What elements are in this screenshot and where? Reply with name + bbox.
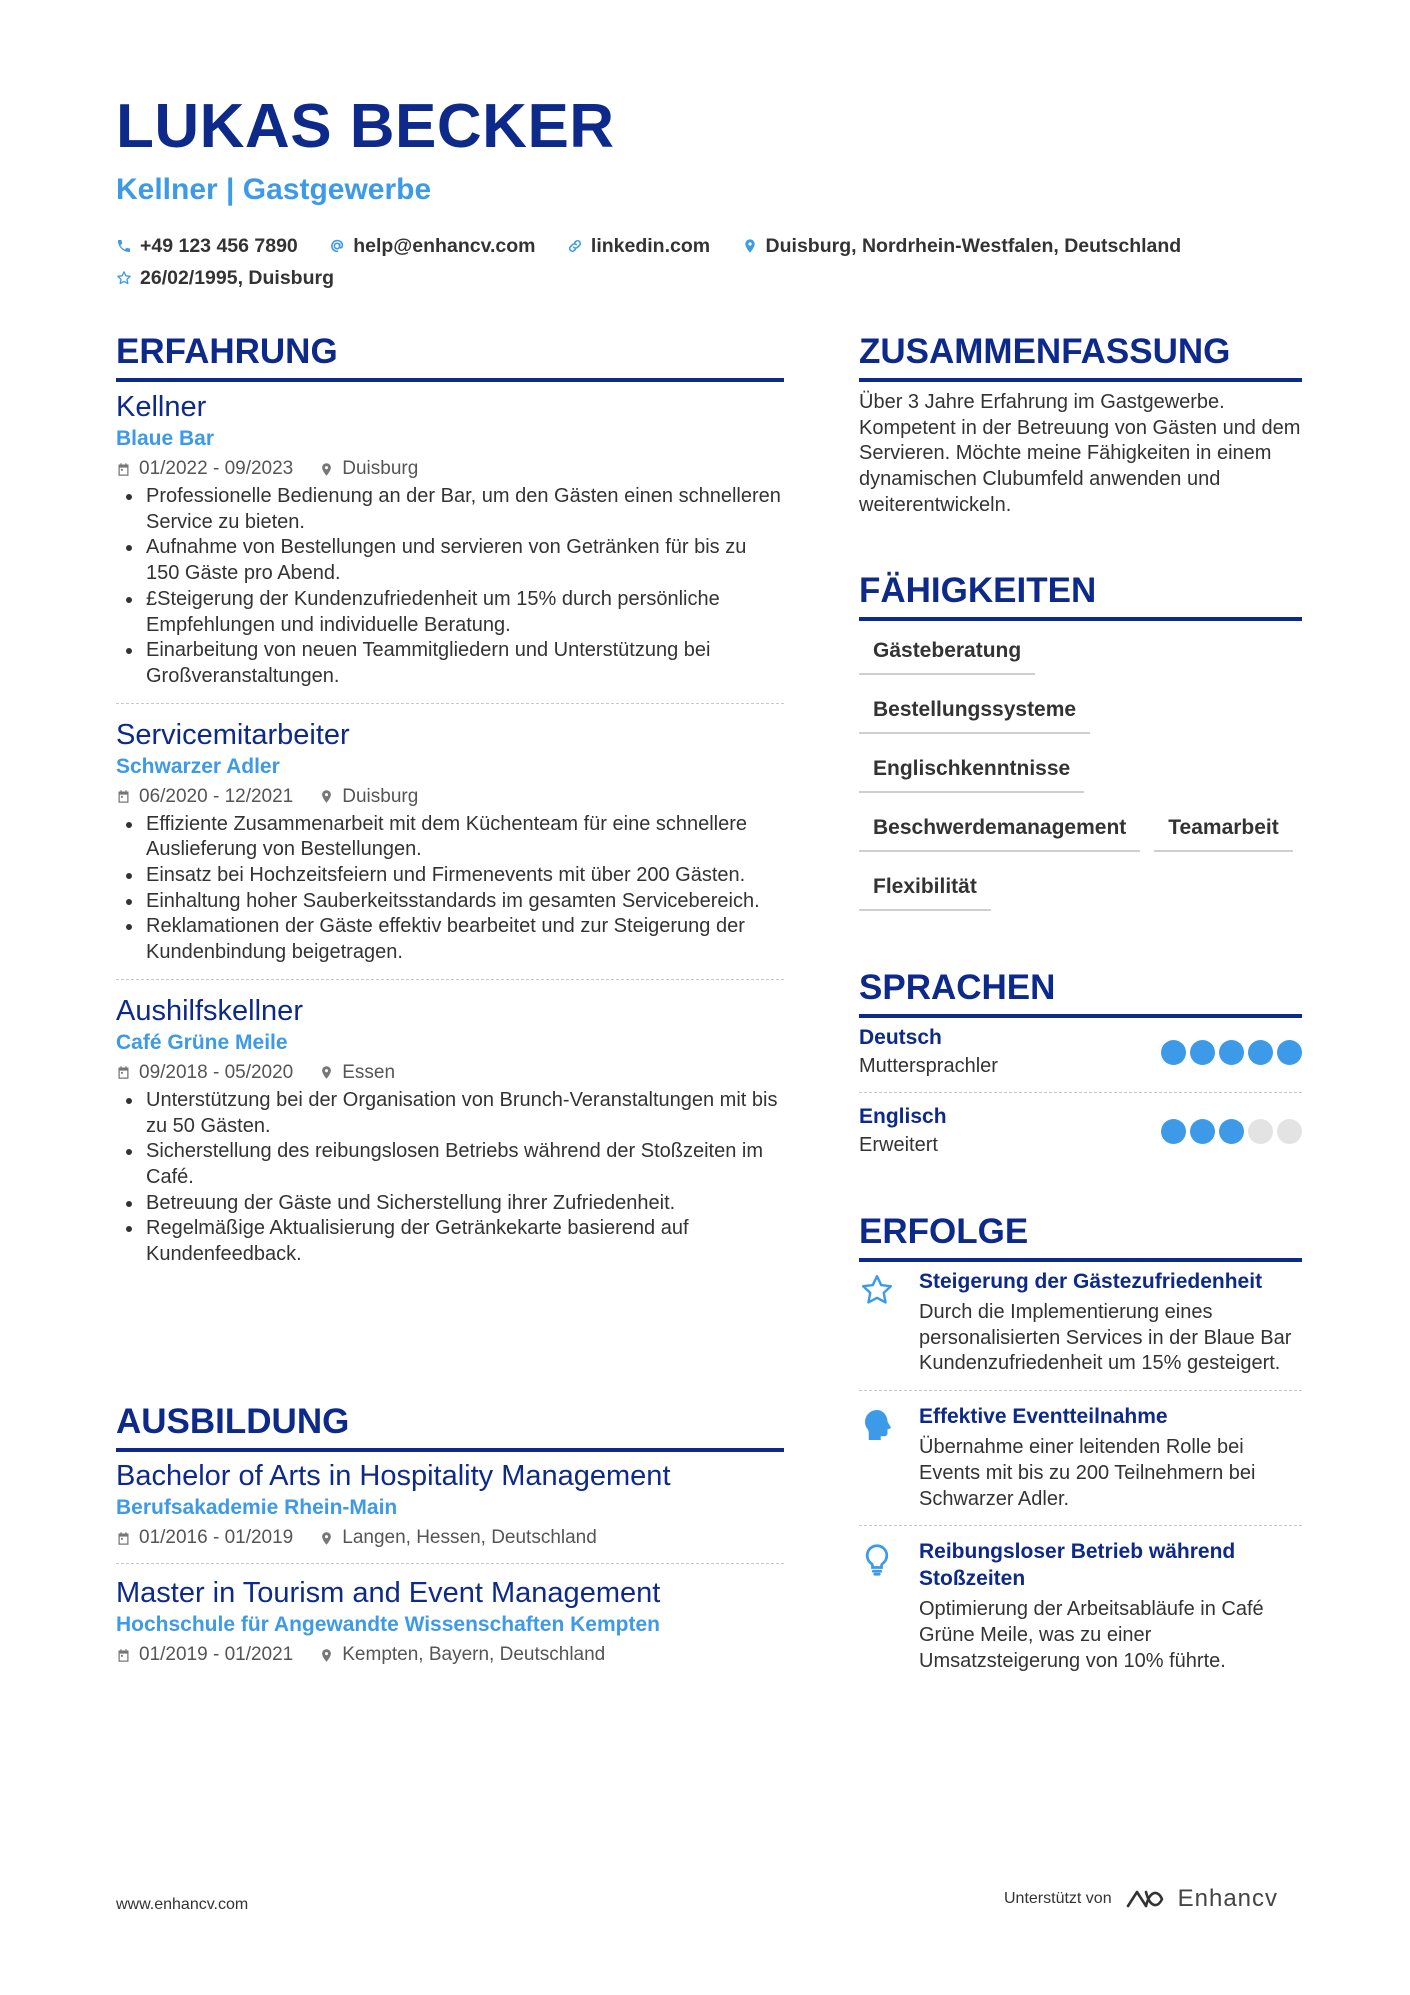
job-location: Duisburg bbox=[342, 458, 419, 479]
candidate-subtitle: Kellner | Gastgewerbe bbox=[116, 173, 432, 206]
calendar-icon bbox=[116, 789, 131, 804]
job-dates: 09/2018 - 05/2020 bbox=[139, 1061, 294, 1083]
education-location: Kempten, Bayern, Deutschland bbox=[342, 1644, 606, 1665]
rating-dot-filled bbox=[1190, 1040, 1215, 1065]
contact-linkedin[interactable] bbox=[567, 231, 710, 261]
divider bbox=[859, 1525, 1302, 1526]
location-pin-icon bbox=[319, 1531, 334, 1546]
star-icon bbox=[116, 270, 132, 286]
degree-title: Bachelor of Arts in Hospitality Management bbox=[116, 1460, 671, 1492]
job-bullet: • Einsatz bei Hochzeitsfeiern und Firmenevents mit über 200 Gästen. bbox=[144, 863, 784, 889]
language-level: Muttersprachler bbox=[859, 1055, 998, 1077]
degree-title: Master in Tourism and Event Management bbox=[116, 1577, 661, 1609]
linkedin-link[interactable]: linkedin.com bbox=[590, 235, 711, 257]
language-item bbox=[859, 1024, 1302, 1080]
job-title: Kellner bbox=[116, 391, 207, 423]
job-bullet: • Einarbeitung von neuen Teammitgliedern und Unterstützung bei Großveranstaltungen. bbox=[144, 638, 784, 689]
achievement-desc: Durch die Implementierung eines personalisierten Services in der Blaue Bar Kundenzufriedenheit um 15% gesteigert. bbox=[919, 1301, 1292, 1375]
calendar-icon bbox=[116, 1648, 131, 1663]
job-bullet: • Effiziente Zusammenarbeit mit dem Küchenteam für eine schnellere Auslieferung von Bestellungen. bbox=[144, 812, 784, 863]
job-bullets bbox=[116, 812, 784, 966]
school-name: Hochschule für Angewandte Wissenschaften Kempten bbox=[116, 1613, 660, 1636]
contact-location bbox=[742, 231, 1182, 261]
job-bullet: • Sicherstellung des reibungslosen Betriebs während der Stoßzeiten im Café. bbox=[144, 1139, 784, 1190]
footer-website[interactable]: www.enhancv.com bbox=[116, 1896, 249, 1913]
job-bullet: • Regelmäßige Aktualisierung der Getränkekarte basierend auf Kundenfeedback. bbox=[144, 1216, 784, 1267]
job-company: Schwarzer Adler bbox=[116, 754, 280, 778]
achievements-list bbox=[859, 1268, 1302, 1674]
achievement-item bbox=[859, 1403, 1302, 1512]
job-meta bbox=[116, 782, 784, 812]
job-dates: 06/2020 - 12/2021 bbox=[139, 785, 294, 807]
experience-list bbox=[116, 390, 784, 1268]
job-dates: 01/2022 - 09/2023 bbox=[139, 458, 294, 479]
summary-text: Über 3 Jahre Erfahrung im Gastgewerbe. Kompetent in der Betreuung von Gästen und dem Servieren. Möchte meine Fähigkeiten in einem dynamischen Clubumfeld anwenden und weiterentwickeln. bbox=[859, 391, 1301, 516]
language-item bbox=[859, 1103, 1302, 1159]
job-bullet: • Professionelle Bedienung an der Bar, um den Gästen einen schnelleren Service zu bieten. bbox=[144, 484, 784, 535]
skill-tag: Teamarbeit bbox=[1154, 814, 1293, 852]
job-meta bbox=[116, 454, 784, 484]
rating-dot-filled bbox=[1190, 1119, 1215, 1144]
enhancv-logo-icon bbox=[1124, 1886, 1170, 1912]
languages-list bbox=[859, 1024, 1302, 1159]
achievement-desc: Optimierung der Arbeitsabläufe in Café Grüne Meile, was zu einer Umsatzsteigerung von 10% führte. bbox=[919, 1598, 1264, 1672]
location-pin-icon bbox=[742, 238, 758, 254]
section-title-languages: SPRACHEN bbox=[859, 970, 1302, 1018]
rating-dot-filled bbox=[1161, 1040, 1186, 1065]
divider bbox=[116, 1563, 784, 1564]
language-rating bbox=[1161, 1119, 1302, 1144]
powered-by-label: Unterstützt von bbox=[1004, 1890, 1112, 1907]
skill-tag: Gästeberatung bbox=[859, 637, 1035, 675]
language-rating bbox=[1161, 1040, 1302, 1065]
job-bullet: • Aufnahme von Bestellungen und servieren von Getränken für bis zu 150 Gäste pro Abend. bbox=[144, 535, 784, 586]
education-location: Langen, Hessen, Deutschland bbox=[342, 1527, 597, 1548]
education-meta bbox=[116, 1523, 784, 1553]
rating-dot-filled bbox=[1277, 1040, 1302, 1065]
education-dates: 01/2016 - 01/2019 bbox=[139, 1527, 294, 1548]
at-icon bbox=[329, 238, 345, 254]
job-title: Aushilfskellner bbox=[116, 994, 303, 1027]
education-list bbox=[116, 1459, 784, 1670]
job-company: Café Grüne Meile bbox=[116, 1030, 288, 1054]
education-item bbox=[116, 1576, 784, 1670]
head-icon bbox=[859, 1407, 895, 1443]
divider bbox=[116, 703, 784, 704]
education-meta bbox=[116, 1640, 784, 1670]
lightbulb-icon bbox=[859, 1542, 895, 1578]
section-title-skills: FÄHIGKEITEN bbox=[859, 573, 1302, 621]
job-bullets bbox=[116, 484, 784, 690]
section-title-experience: ERFAHRUNG bbox=[116, 334, 784, 382]
achievement-title: Effektive Eventteilnahme bbox=[919, 1405, 1168, 1429]
experience-item bbox=[116, 718, 784, 966]
experience-item bbox=[116, 994, 784, 1268]
job-meta bbox=[116, 1058, 784, 1088]
education-item bbox=[116, 1459, 784, 1553]
achievement-item bbox=[859, 1538, 1302, 1674]
job-bullet: • Unterstützung bei der Organisation von Brunch-Veranstaltungen mit bis zu 50 Gästen. bbox=[144, 1088, 784, 1139]
achievement-item bbox=[859, 1268, 1302, 1377]
job-bullet: • Betreuung der Gäste und Sicherstellung ihrer Zufriedenheit. bbox=[144, 1191, 784, 1217]
location-text: Duisburg, Nordrhein-Westfalen, Deutschland bbox=[765, 235, 1182, 257]
job-company: Blaue Bar bbox=[116, 427, 215, 450]
rating-dot-empty bbox=[1277, 1119, 1302, 1144]
achievement-title: Steigerung der Gästezufriedenheit bbox=[919, 1270, 1263, 1293]
section-title-summary: ZUSAMMENFASSUNG bbox=[859, 334, 1302, 382]
candidate-name: LUKAS BECKER bbox=[116, 92, 615, 161]
job-title: Servicemitarbeiter bbox=[116, 718, 350, 751]
job-bullet: • £Steigerung der Kundenzufriedenheit um 15% durch persönliche Empfehlungen und individuelle Beratung. bbox=[144, 587, 784, 638]
location-pin-icon bbox=[319, 789, 334, 804]
language-level: Erweitert bbox=[859, 1134, 938, 1156]
contact-bar bbox=[116, 231, 1316, 295]
skill-tag: Flexibilität bbox=[859, 873, 991, 911]
job-location: Essen bbox=[342, 1061, 396, 1083]
phone-icon bbox=[116, 238, 132, 254]
birth-text: 26/02/1995, Duisburg bbox=[140, 267, 335, 289]
rating-dot-filled bbox=[1248, 1040, 1273, 1065]
job-location: Duisburg bbox=[342, 785, 419, 807]
section-title-achievements: ERFOLGE bbox=[859, 1214, 1302, 1262]
school-name: Berufsakademie Rhein-Main bbox=[116, 1496, 398, 1519]
brand-name: Enhancv bbox=[1177, 1885, 1279, 1912]
job-bullets bbox=[116, 1088, 784, 1268]
location-pin-icon bbox=[319, 462, 334, 477]
rating-dot-filled bbox=[1219, 1119, 1244, 1144]
language-name: Englisch bbox=[859, 1105, 947, 1128]
education-dates: 01/2019 - 01/2021 bbox=[139, 1644, 294, 1665]
job-bullet: • Reklamationen der Gäste effektiv bearbeitet und zur Steigerung der Kundenbindung beigetragen. bbox=[144, 914, 784, 965]
achievement-desc: Übernahme einer leitenden Rolle bei Events mit bis zu 200 Teilnehmern bei Schwarzer Adler. bbox=[919, 1436, 1256, 1510]
phone-text: +49 123 456 7890 bbox=[140, 235, 298, 257]
footer-branding bbox=[1004, 1885, 1278, 1913]
language-name: Deutsch bbox=[859, 1026, 942, 1049]
achievement-title: Reibungsloser Betrieb während Stoßzeiten bbox=[919, 1540, 1236, 1591]
calendar-icon bbox=[116, 1065, 131, 1080]
email-link[interactable]: help@enhancv.com bbox=[353, 235, 536, 257]
experience-item bbox=[116, 390, 784, 690]
rating-dot-empty bbox=[1248, 1119, 1273, 1144]
rating-dot-filled bbox=[1161, 1119, 1186, 1144]
skills-list bbox=[859, 637, 1302, 911]
calendar-icon bbox=[116, 1531, 131, 1546]
location-pin-icon bbox=[319, 1648, 334, 1663]
location-pin-icon bbox=[319, 1065, 334, 1080]
link-icon bbox=[567, 238, 583, 254]
rating-dot-filled bbox=[1219, 1040, 1244, 1065]
divider bbox=[859, 1390, 1302, 1391]
contact-phone bbox=[116, 231, 298, 261]
skill-tag: Englischkenntnisse bbox=[859, 755, 1084, 793]
section-title-education: AUSBILDUNG bbox=[116, 1404, 784, 1452]
contact-email[interactable] bbox=[329, 231, 535, 261]
divider bbox=[116, 979, 784, 980]
star-icon bbox=[859, 1272, 895, 1308]
skill-tag: Beschwerdemanagement bbox=[859, 814, 1140, 852]
skill-tag: Bestellungssysteme bbox=[859, 696, 1090, 734]
job-bullet: • Einhaltung hoher Sauberkeitsstandards im gesamten Servicebereich. bbox=[144, 889, 784, 915]
divider bbox=[859, 1092, 1302, 1093]
calendar-icon bbox=[116, 462, 131, 477]
contact-birth bbox=[116, 263, 334, 293]
